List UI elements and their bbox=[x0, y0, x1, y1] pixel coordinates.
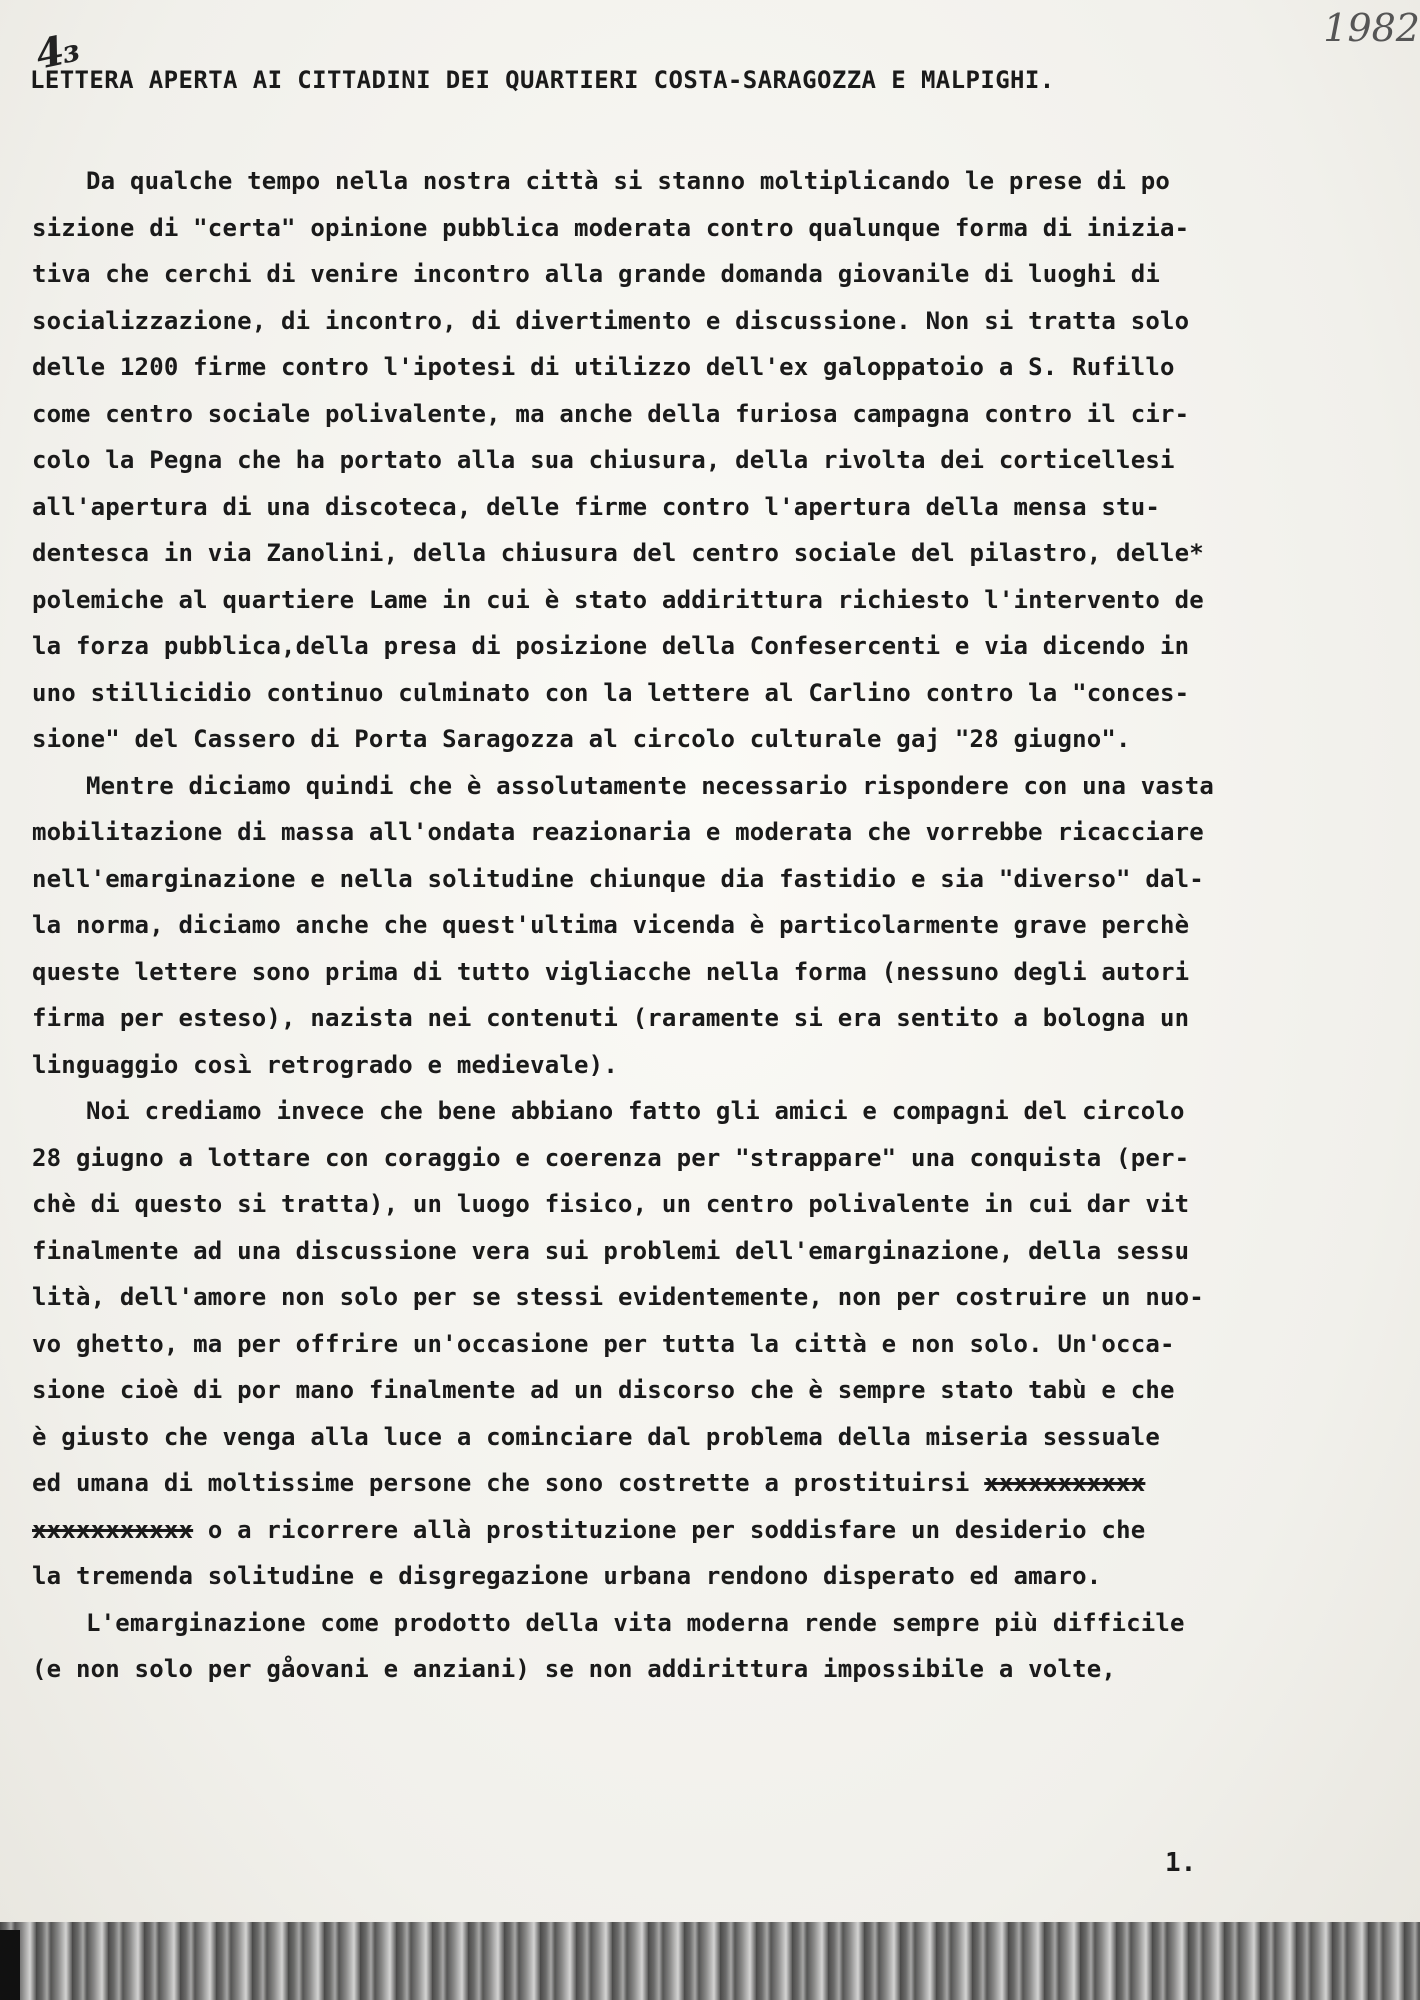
text-line: la tremenda solitudine e disgregazione urbana rendono disperato ed amaro. bbox=[32, 1562, 1102, 1590]
text-line: linguaggio così retrogrado e medievale). bbox=[32, 1050, 618, 1079]
text-line: delle 1200 firme contro l'ipotesi di utilizzo dell'ex galoppatoio a S. Rufillo bbox=[32, 353, 1175, 381]
text-line: socializzazione, di incontro, di divertimento e discussione. Non si tratta solo bbox=[32, 306, 1190, 335]
text-line: sizione di "certa" opinione pubblica moderata contro qualunque forma di inizia- bbox=[32, 213, 1190, 242]
text-line bbox=[32, 1507, 1407, 1554]
text-line: Da qualche tempo nella nostra città si stanno moltiplicando le prese di po bbox=[86, 167, 1171, 195]
text-line bbox=[32, 1460, 1407, 1507]
text-line: uno stillicidio continuo culminato con la lettere al Carlino contro la "conces- bbox=[32, 678, 1190, 707]
letter-body bbox=[32, 158, 1407, 1693]
page-number: 1. bbox=[1165, 1848, 1197, 1878]
text-line: sione cioè di por mano finalmente ad un discorso che è sempre stato tabù e che bbox=[32, 1376, 1175, 1404]
struck-out-text: xxxxxxxxxxx bbox=[32, 1515, 194, 1544]
handwritten-corner-mark: 4₃ bbox=[31, 24, 82, 79]
text-line: (e non solo per gåovani e anziani) se non addirittura impossibile a volte, bbox=[32, 1655, 1117, 1683]
handwritten-year-mark: 1982 bbox=[1323, 6, 1420, 50]
text-line: chè di questo si tratta), un luogo fisico, un centro polivalente in cui dar vit bbox=[32, 1190, 1190, 1218]
text-line: la norma, diciamo anche che quest'ultima vicenda è particolarmente grave perchè bbox=[32, 911, 1190, 939]
text-line: queste lettere sono prima di tutto vigliacche nella forma (nessuno degli autori bbox=[32, 957, 1190, 986]
text-line: Mentre diciamo quindi che è assolutamente necessario rispondere con una vasta bbox=[86, 771, 1214, 800]
text-line: 28 giugno a lottare con coraggio e coerenza per "strappare" una conquista (per- bbox=[32, 1143, 1190, 1172]
text-line: dentesca in via Zanolini, della chiusura del centro sociale del pilastro, delle* bbox=[32, 539, 1204, 567]
text-line: è giusto che venga alla luce a cominciare dal problema della miseria sessuale bbox=[32, 1422, 1160, 1451]
struck-out-text: xxxxxxxxxxx bbox=[984, 1469, 1146, 1497]
text-segment: ed umana di moltissime persone che sono costrette a prostituirsi bbox=[32, 1469, 970, 1497]
text-segment: o a ricorrere allà prostituzione per soddisfare un desiderio che bbox=[207, 1515, 1146, 1544]
text-line: all'apertura di una discoteca, delle firme contro l'apertura della mensa stu- bbox=[32, 492, 1160, 521]
scan-bottom-edge bbox=[0, 1922, 1420, 2000]
text-line: L'emarginazione come prodotto della vita moderna rende sempre più difficile bbox=[86, 1608, 1185, 1637]
text-line: colo la Pegna che ha portato alla sua chiusura, della rivolta dei corticellesi bbox=[32, 446, 1175, 474]
text-line: nell'emarginazione e nella solitudine chiunque dia fastidio e sia "diverso" dal- bbox=[32, 864, 1204, 893]
text-line: mobilitazione di massa all'ondata reazionaria e moderata che vorrebbe ricacciare bbox=[32, 818, 1204, 846]
text-line: polemiche al quartiere Lame in cui è stato addirittura richiesto l'intervento de bbox=[32, 585, 1204, 614]
text-line: come centro sociale polivalente, ma anche della furiosa campagna contro il cir- bbox=[32, 399, 1190, 428]
scan-corner-shadow bbox=[0, 1930, 20, 2000]
text-line: Noi crediamo invece che bene abbiano fatto gli amici e compagni del circolo bbox=[86, 1097, 1185, 1125]
text-line: lità, dell'amore non solo per se stessi evidentemente, non per costruire un nuo- bbox=[32, 1283, 1204, 1311]
text-line: vo ghetto, ma per offrire un'occasione per tutta la città e non solo. Un'occa- bbox=[32, 1329, 1175, 1358]
text-line: firma per esteso), nazista nei contenuti (raramente si era sentito a bologna un bbox=[32, 1004, 1190, 1032]
text-line: tiva che cerchi di venire incontro alla grande domanda giovanile di luoghi di bbox=[32, 260, 1160, 288]
letter-title: LETTERA APERTA AI CITTADINI DEI QUARTIERI COSTA-SARAGOZZA E MALPIGHI. bbox=[30, 66, 1055, 94]
text-line: finalmente ad una discussione vera sui problemi dell'emarginazione, della sessu bbox=[32, 1236, 1190, 1265]
text-line: sione" del Cassero di Porta Saragozza al circolo culturale gaj "28 giugno". bbox=[32, 725, 1131, 753]
text-line: la forza pubblica,della presa di posizione della Confesercenti e via dicendo in bbox=[32, 632, 1190, 660]
